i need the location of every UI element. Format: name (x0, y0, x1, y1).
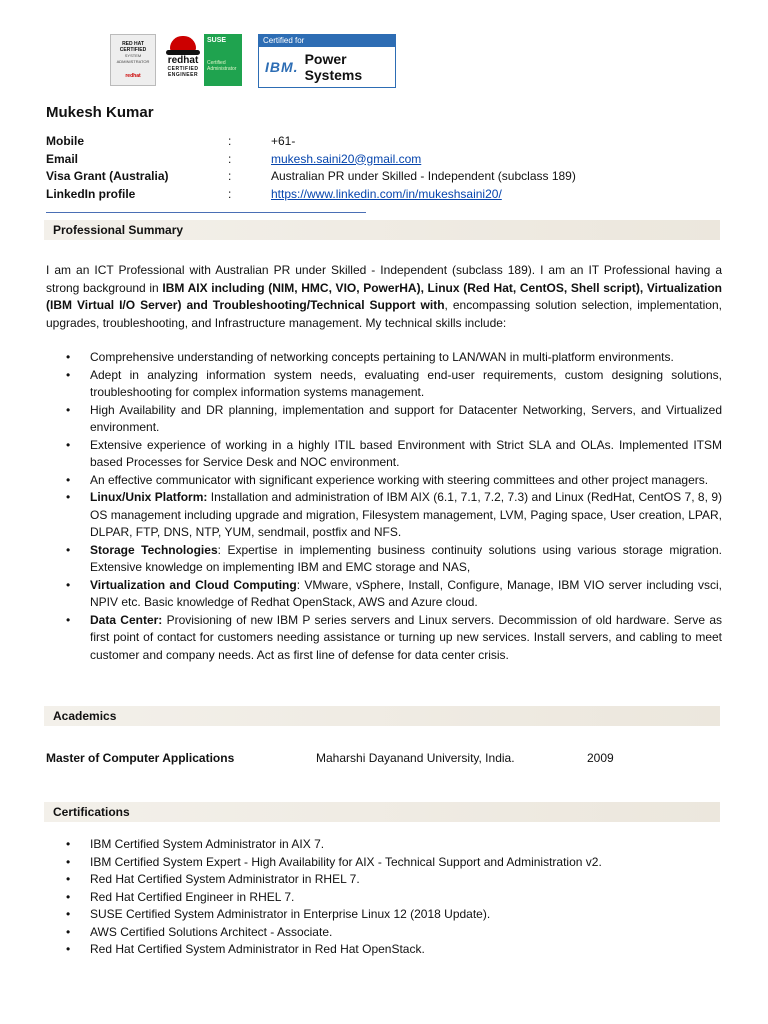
contact-separator: : (228, 134, 232, 148)
contact-separator: : (228, 186, 232, 201)
contact-row (46, 133, 576, 151)
section-certifications: Certifications (44, 802, 720, 822)
ibm-product: Power Systems (304, 51, 363, 83)
graduation-year: 2009 (587, 751, 614, 765)
contact-label: Visa Grant (Australia) (46, 169, 169, 183)
redhat-engineer: ENGINEER (167, 72, 199, 78)
contact-separator: : (228, 169, 232, 183)
ibm-certified-for: Certified for (259, 35, 395, 47)
skills-list (46, 349, 722, 664)
list-item: • Red Hat Certified Engineer in RHEL 7. (46, 889, 722, 907)
redhat-logo (164, 34, 202, 86)
list-item: • IBM Certified System Expert - High Availability for AIX - Technical Support and Administration v2. (46, 854, 722, 872)
list-item: • Virtualization and Cloud Computing: VMware, vSphere, Install, Configure, Manage, IBM VIO server including vsci, NPIV etc. Basic knowledge of Redhat OpenStack, AWS and Azure cloud. (46, 577, 722, 612)
list-item: • Storage Technologies: Expertise in implementing business continuity solutions using various storage migration. Extensive knowledge on implementing IBM and EMC storage and NAS, (46, 542, 722, 577)
suse-logo (204, 34, 242, 86)
linkedin-link[interactable]: https://www.linkedin.com/in/mukeshsaini20/ (271, 186, 502, 201)
redhat-brand: redhat (167, 55, 199, 66)
rhcsa-line1: RED HAT (122, 41, 144, 47)
rhcsa-brand: redhat (125, 73, 141, 79)
summary-paragraph (46, 262, 722, 332)
candidate-name: Mukesh Kumar (46, 104, 154, 121)
ibm-brand: IBM. (265, 59, 299, 75)
summary-bold-text: IBM AIX including (NIM, HMC, VIO, PowerHA), Linux (Red Hat, CentOS, Shell script), Virtualization (IBM Virtual I/O Server) and Troubleshooting/Technical Support with (46, 280, 722, 312)
section-professional-summary: Professional Summary (44, 220, 720, 240)
university: Maharshi Dayanand University, India. (316, 751, 515, 765)
rhcsa-line3: SYSTEM ADMINISTRATOR (116, 53, 150, 64)
contact-label: LinkedIn profile (46, 186, 136, 201)
contact-row (46, 168, 576, 186)
rhcsa-line2: CERTIFIED (119, 47, 147, 53)
contact-label: Mobile (46, 134, 84, 148)
suse-certified-admin: Certified Administrator (207, 60, 237, 72)
contact-separator: : (228, 151, 232, 166)
contact-row (46, 151, 576, 169)
redhat-certified: CERTIFIED (167, 66, 199, 72)
list-item: • AWS Certified Solutions Architect - Associate. (46, 924, 722, 942)
list-item: • Red Hat Certified System Administrator in RHEL 7. (46, 871, 722, 889)
mobile-value: +61- (271, 134, 296, 148)
list-item: • An effective communicator with significant experience working with steering committees and other project managers. (46, 472, 722, 490)
header-divider (46, 212, 366, 213)
section-academics: Academics (44, 706, 720, 726)
contact-label: Email (46, 151, 79, 166)
contact-block (46, 133, 576, 203)
list-item: • Adept in analyzing information system needs, evaluating end-user requirements, custom designing solutions, troubleshooting for complex information systems management. (46, 367, 722, 402)
list-item: • SUSE Certified System Administrator in Enterprise Linux 12 (2018 Update). (46, 906, 722, 924)
summary-text-end: , encompassing solution selection, implementation, upgrades, troubleshooting, and Infrastructure management. My technical skills include: (46, 298, 722, 330)
email-link[interactable]: mukesh.saini20@gmail.com (271, 151, 422, 166)
list-item: • Linux/Unix Platform: Installation and administration of IBM AIX (6.1, 7.1, 7.2, 7.3) and Linux (RedHat, CentOS 7, 8, 9) OS management including upgrade and migration, Filesystem management, LVM, Paging space, User creation, LPAR, DLPAR, FTP, DNS, NTP, YUM, sendmail, postfix and NFS. (46, 489, 722, 542)
list-item: • Data Center: Provisioning of new IBM P series servers and Linux servers. Decommission of old hardware. Serve as first point of contact for customers needing assistance or turning up new services. Install servers, and cabling to meet customer and company needs. Act as first line of defense for data center crisis. (46, 612, 722, 665)
visa-value: Australian PR under Skilled - Independent (subclass 189) (271, 169, 576, 183)
list-item: • Red Hat Certified System Administrator in Red Hat OpenStack. (46, 941, 722, 959)
summary-text: I am an ICT Professional with Australian PR under Skilled - Independent (subclass 189). I am an IT Professional having a strong background in (46, 263, 722, 295)
list-item: • High Availability and DR planning, implementation and support for Datacenter Networking, Servers, and Virtualized environment. (46, 402, 722, 437)
redhat-hat-icon (170, 36, 196, 52)
certifications-list (46, 836, 722, 959)
degree: Master of Computer Applications (46, 751, 235, 765)
ibm-power-logo (258, 34, 396, 88)
list-item: • IBM Certified System Administrator in AIX 7. (46, 836, 722, 854)
list-item: • Comprehensive understanding of networking concepts pertaining to LAN/WAN in multi-platform environments. (46, 349, 722, 367)
contact-row (46, 186, 576, 204)
list-item: • Extensive experience of working in a highly ITIL based Environment with Strict SLA and OLAs. Implemented ITSM based Processes for Service Desk and NOC environment. (46, 437, 722, 472)
suse-brand: SUSE (207, 37, 227, 44)
rhcsa-badge (110, 34, 156, 86)
